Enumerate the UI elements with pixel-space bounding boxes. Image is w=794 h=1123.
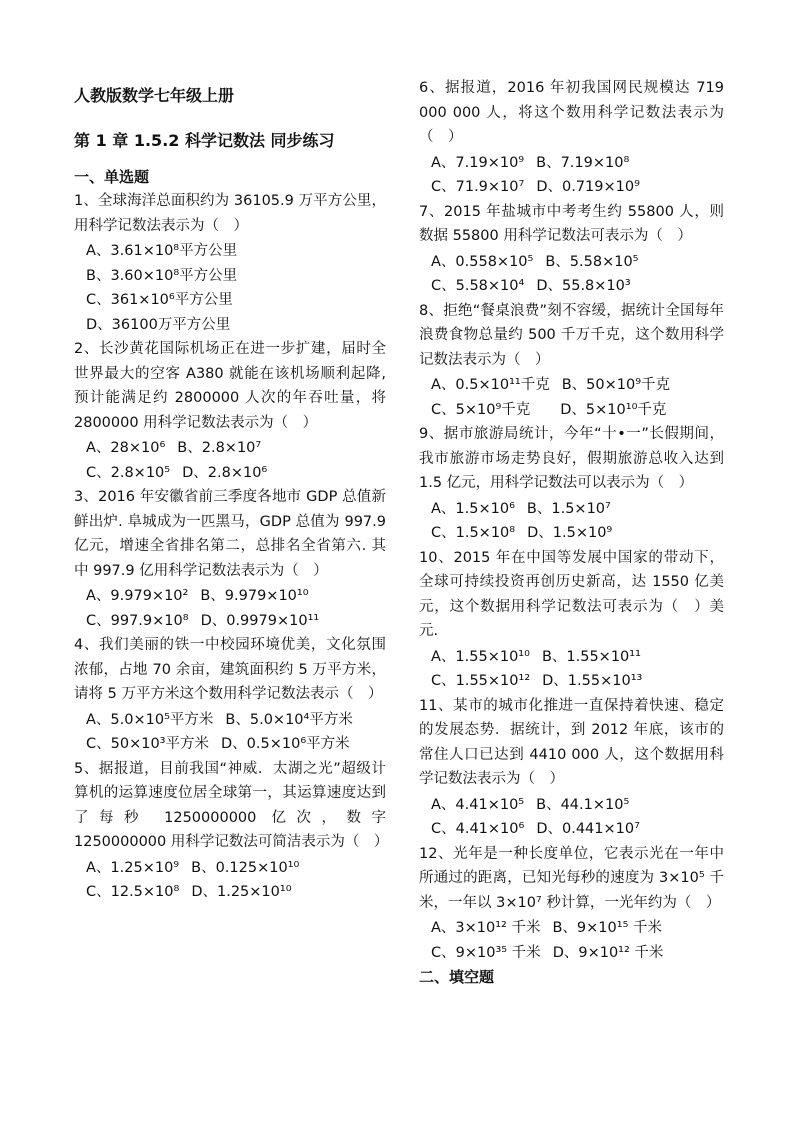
option-row [86,609,386,634]
option: B、5.0×10⁴平方米 [225,711,353,728]
section-heading-fill-in: 二、填空题 [419,968,495,986]
question-text: 12、光年是一种长度单位，它表示光在一年中所通过的距离，已知光每秒的速度为 3×10⁵ 千米，一年以 3×10⁷ 秒计算，一光年约为（ ） [419,845,724,911]
option-row [431,497,724,522]
option: C、12.5×10⁸ [86,884,180,900]
question-2 [74,337,386,485]
option: A、1.55×10¹⁰ [431,648,530,665]
option: A、0.5×10¹¹千克 [431,377,550,393]
option: B、2.8×10⁷ [177,440,262,456]
question-text: 2、长沙黄花国际机场正在进一步扩建，届时全世界最大的空客 A380 就能在该机场顺利起降,预计能满足约 2800000 人次的年吞吐量，将 2800000 用科学记数法表示为（ ） [74,341,386,431]
option: C、1.5×10⁸ [431,525,516,541]
question-text: 6、据报道，2016 年初我国网民规模达 719 000 000 人，将这个数用科学记数法表示为（ ） [419,80,724,145]
option: D、1.25×10¹⁰ [191,884,292,900]
left-column [74,76,389,905]
option-row [431,398,724,423]
option: D、0.5×10⁶平方米 [221,736,350,752]
option: B、5.58×10⁵ [545,253,639,270]
option: C、5×10⁹千克 [431,401,531,418]
option: D、9×10¹² 千米 [552,944,664,961]
option: C、361×10⁶平方公里 [86,292,233,308]
option: D、2.8×10⁶ [182,464,268,481]
option: D、5×10¹⁰千克 [560,401,667,418]
option: A、7.19×10⁹ [431,154,525,171]
question-text: 11、某市的城市化推进一直保持着快速、稳定的发展态势．据统计，到 2012 年底，该市的常住人口已达到 4410 000 人，这个数据用科学记数法表示为（ ） [419,697,724,787]
option-row [431,175,724,200]
option: C、50×10³平方米 [86,736,209,752]
question-8 [419,299,724,423]
option: B、44.1×10⁵ [536,796,630,813]
option-row [431,274,724,299]
question-text: 9、据市旅游局统计，今年“十•一”长假期间，我市旅游市场走势良好，假期旅游总收入达到 1.5 亿元，用科学记数法可以表示为（ ） [419,426,724,491]
option-row [86,436,386,461]
option-row [86,856,386,881]
question-1 [74,189,386,337]
question-text: 3、2016 年安徽省前三季度各地市 GDP 总值新鲜出炉. 阜城成为一匹黑马，GDP 总值为 997.9 亿元，增速全省排名第二，总排名全省第六. 其中 997.9 亿用科学记数法表示为（ ） [74,489,386,579]
question-text: 5、据报道，目前我国“神威．太湖之光”超级计算机的运算速度位居全球第一，其运算速度达到了每秒 1250000000 亿次，数字 1250000000 用科学记数法可简洁表示为（ ） [74,760,389,850]
option: B、9.979×10¹⁰ [200,588,309,604]
option: D、1.5×10⁹ [527,525,613,541]
question-text: 4、我们美丽的铁一中校园环境优美，文化氛围浓郁，占地 70 余亩，建筑面积约 5 万平方米，请将 5 万平方米这个数用科学记数法表示（ ） [74,637,386,702]
question-9 [419,422,724,546]
question-text: 7、2015 年盐城市中考考生约 55800 人，则数据 55800 用科学记数法可表示为（ ） [419,203,724,244]
option: D、1.55×10¹³ [542,673,643,689]
option: A、1.5×10⁶ [431,500,515,517]
option-row [431,817,724,842]
option: A、4.41×10⁵ [431,796,525,813]
option: A、1.25×10⁹ [86,859,180,876]
option: B、3.60×10⁸平方公里 [86,267,238,284]
option-row [86,584,386,609]
option-row [431,250,724,275]
option: B、1.55×10¹¹ [541,648,641,665]
option: D、36100万平方公里 [86,316,231,333]
question-3 [74,485,386,633]
option-row [431,151,724,176]
option-row [431,373,724,398]
document-subtitle: 第 1 章 1.5.2 科学记数法 同步练习 [74,131,335,150]
question-text: 10、2015 年在中国等发展中国家的带动下，全球可持续投资再创历史新高，达 1550 亿美元，这个数据用科学记数法可表示为（ ）美元. [419,549,724,639]
option: A、5.0×10⁵平方米 [86,711,214,728]
option-row [431,645,724,670]
option: B、50×10⁹千克 [561,377,671,393]
option: C、9×10³⁵ 千米 [431,944,541,961]
option: B、7.19×10⁸ [536,154,630,171]
option: D、55.8×10³ [536,278,631,294]
option-row [86,880,386,905]
option: C、71.9×10⁷ [431,179,525,195]
question-11 [419,694,724,842]
option: C、4.41×10⁶ [431,821,525,837]
option: A、28×10⁶ [86,440,166,456]
option-row [86,461,386,486]
option-row [431,669,724,694]
question-6 [419,76,724,200]
option: D、0.719×10⁹ [536,179,640,195]
question-12 [419,842,724,966]
option: A、3×10¹² 千米 [431,920,541,936]
document-title: 人教版数学七年级上册 [74,86,235,105]
option: A、9.979×10² [86,588,189,604]
option: A、3.61×10⁸平方公里 [86,243,238,259]
option: C、997.9×10⁸ [86,612,189,629]
option-row [86,732,386,757]
question-7 [419,200,724,299]
option: C、5.58×10⁴ [431,278,525,294]
question-4 [74,633,386,757]
option: A、0.558×10⁵ [431,253,534,270]
question-text: 1、全球海洋总面积约为 36105.9 万平方公里，用科学记数法表示为（ ） [74,193,386,234]
right-column [419,76,724,989]
option-row [431,521,724,546]
option: C、1.55×10¹² [431,673,531,689]
option: D、0.9979×10¹¹ [200,612,320,629]
option: C、2.8×10⁵ [86,464,171,481]
option-row [431,916,724,941]
question-text: 8、拒绝“餐桌浪费”刻不容缓，据统计全国每年浪费食物总量约 500 千万千克，这个数用科学记数法表示为（ ） [419,302,724,368]
option: B、0.125×10¹⁰ [191,859,300,876]
option-row [431,793,724,818]
option: B、1.5×10⁷ [526,500,611,517]
option-row [86,708,386,733]
section-heading-single-choice: 一、单选题 [74,168,150,186]
option: D、0.441×10⁷ [536,821,640,837]
option-row [431,941,724,966]
option: B、9×10¹⁵ 千米 [552,920,662,936]
question-10 [419,546,724,694]
question-5 [74,757,389,905]
